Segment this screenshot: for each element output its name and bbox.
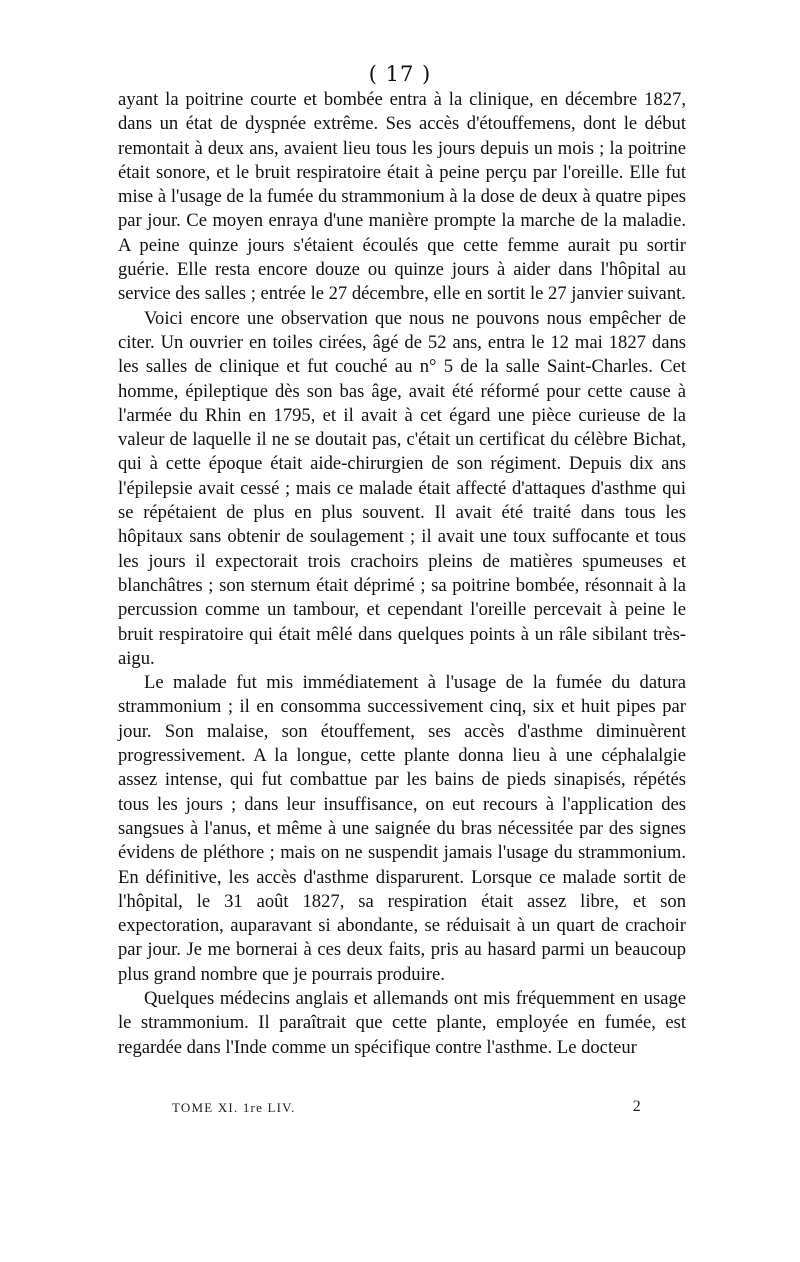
sheet-number: 2: [632, 1098, 642, 1115]
paragraph-physicians: Quelques médecins anglais et allemands ont mis fréquemment en usage le strammonium. Il paraîtrait que cette plante, employée en fumée, est regardée dans l'Inde comme un spécifique contre l'asthme. Le docteur: [118, 987, 686, 1058]
paragraph-treatment: Le malade fut mis immédiatement à l'usage de la fumée du datura strammonium ; il en consomma successivement cinq, six et huit pipes par jour. Son malaise, son étouffement, ses accès d'asthme diminuèrent progressivement. A la longue, cette plante donna lieu à une céphalalgie assez intense, qui fut combattue par les bains de pieds sinapisés, répétés tous les jours ; dans leur insuffisance, on eut recours à l'application des sangsues à l'anus, et même à une saignée du bras nécessitée par des signes évidens de pléthore ; mais on ne suspendit jamais l'usage du strammonium. En définitive, les accès d'asthme disparurent. Lorsque ce malade sortit de l'hôpital, le 31 août 1827, sa respiration était assez libre, et son expectoration, auparavant si abondante, se réduisait à un quart de crachoir par jour. Je me bornerai à ces deux faits, pris au hasard parmi un beaucoup plus grand nombre que je pourrais produire.: [118, 672, 686, 985]
body-text: [118, 88, 686, 1060]
printer-signature: TOME XI. 1re LIV.: [172, 1100, 296, 1115]
paragraph-observation: Voici encore une observation que nous ne pouvons nous empêcher de citer. Un ouvrier en toiles cirées, âgé de 52 ans, entra le 12 mai 1827 dans les salles de clinique et fut couché au n° 5 de la salle Saint-Charles. Cet homme, épileptique dès son bas âge, avait été réformé pour cette cause à l'armée du Rhin en 1795, et il avait à cet égard une pièce curieuse de la valeur de laquelle il ne se doutait pas, c'était un certificat du célèbre Bichat, qui à cette époque était aide-chirurgien de son régiment. Depuis dix ans l'épilepsie avait cessé ; mais ce malade était affecté d'attaques d'asthme qui se répétaient de plus en plus souvent. Il avait été traité dans tous les hôpitaux sans obtenir de soulagement ; il avait une toux suffocante et tous les jours il expectorait trois crachoirs pleins de matières spumeuses et blanchâtres ; son sternum était déprimé ; sa poitrine bombée, résonnait à la percussion comme un tambour, et cependant l'oreille percevait à peine le bruit respiratoire qui était mêlé dans quelques points à un râle sibilant très-aigu.: [118, 307, 686, 669]
paragraph-continuation: ayant la poitrine courte et bombée entra à la clinique, en décembre 1827, dans un état de dyspnée extrême. Ses accès d'étouffemens, dont le début remontait à deux ans, avaient lieu tous les jours depuis un mois ; la poitrine était sonore, et le bruit respiratoire était à peine perçu par l'oreille. Elle fut mise à l'usage de la fumée du strammonium à la dose de deux à quatre pipes par jour. Ce moyen enraya d'une manière prompte la marche de la maladie. A peine quinze jours s'étaient écoulés que cette femme aurait pu sortir guérie. Elle resta encore douze ou quinze jours à aider dans l'hôpital au service des salles ; entrée le 27 décembre, elle en sortit le 27 janvier suivant.: [118, 89, 686, 305]
page-number: ( 17 ): [368, 62, 432, 86]
